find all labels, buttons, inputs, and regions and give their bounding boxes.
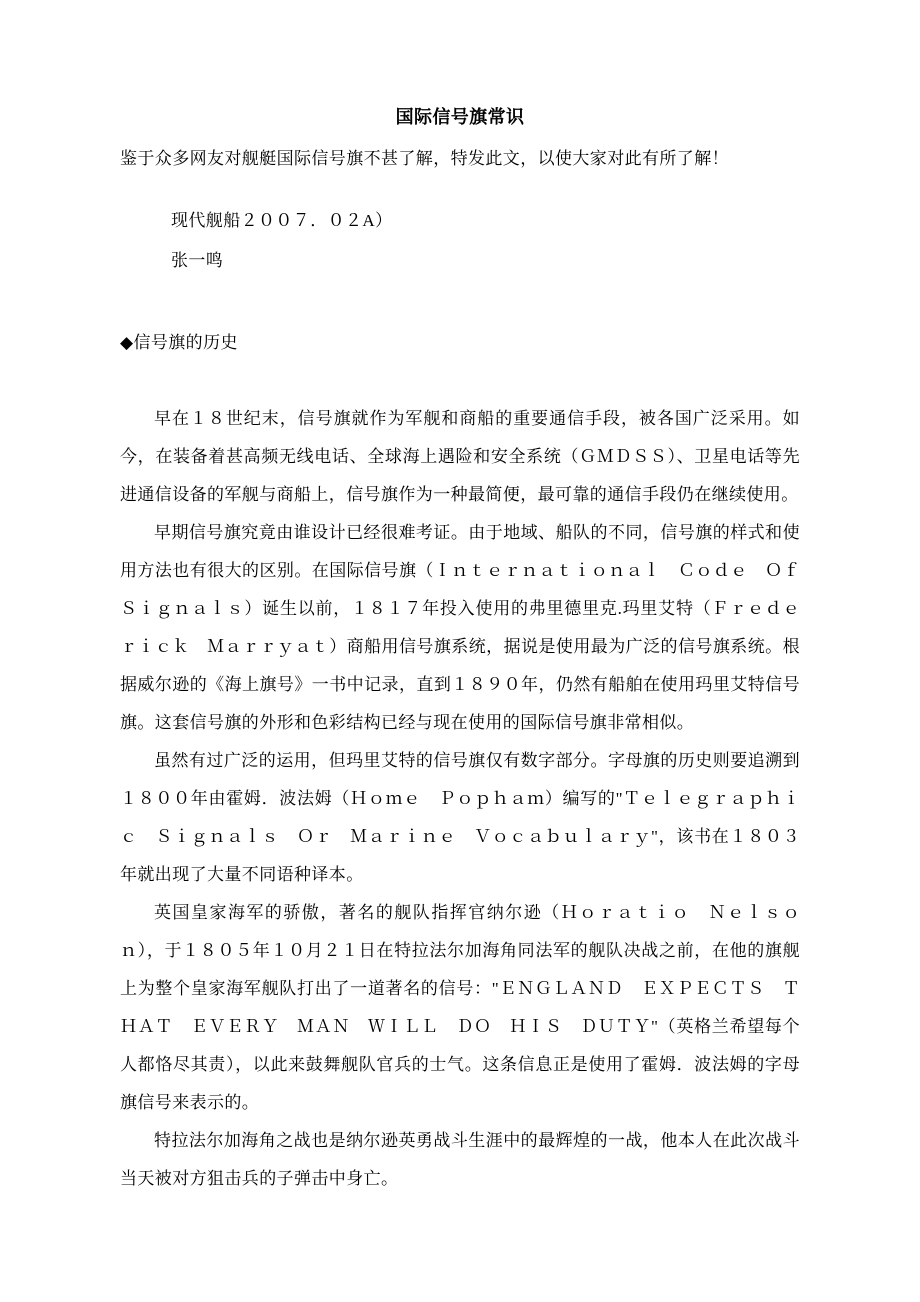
paragraph-3: 虽然有过广泛的运用，但玛里艾特的信号旗仅有数字部分。字母旗的历史则要追溯到１８００年由霍姆．波法姆（Ｈｏｍｅ Ｐｏｐｈａｍ）编写的"Ｔｅｌｅｇｒａｐｈｉｃ Ｓｉｇｎａｌｓ Ｏｒ Ｍａｒｉｎｅ Ｖｏｃａｂｕｌａｒｙ"，该书在１８０３年就出现了大量不同语种译本。 — [120, 751, 800, 884]
article-body — [120, 400, 818, 1198]
paragraph-5: 特拉法尔加海角之战也是纳尔逊英勇战斗生涯中的最辉煌的一战，他本人在此次战斗当天被对方狙击兵的子弹击中身亡。 — [120, 1131, 800, 1188]
paragraph-1: 早在１８世纪末，信号旗就作为军舰和商船的重要通信手段，被各国广泛采用。如今，在装备着甚高频无线电话、全球海上遇险和安全系统（ＧＭＤＳＳ）、卫星电话等先进通信设备的军舰与商船上，信号旗作为一种最简便，最可靠的通信手段仍在继续使用。 — [120, 409, 800, 504]
intro-paragraph: 鉴于众多网友对舰艇国际信号旗不甚了解，特发此文，以使大家对此有所了解！ — [120, 149, 729, 168]
section-heading-history: ◆信号旗的历史 — [120, 333, 238, 352]
paragraph-2: 早期信号旗究竟由谁设计已经很难考证。由于地域、船队的不同，信号旗的样式和使用方法也有很大的区别。在国际信号旗（Ｉｎｔｅｒｎａｔｉｏｎａｌ Ｃｏｄｅ Ｏｆ Ｓｉｇｎａｌｓ）诞生以前，１８１７年投入使用的弗里德里克.玛里艾特（Ｆｒｅｄｅｒｉｃｋ Ｍａｒｒｙａｔ）商船用信号旗系统，据说是使用最为广泛的信号旗系统。根据威尔逊的《海上旗号》一书中记录，直到１８９０年，仍然有船舶在使用玛里艾特信号旗。这套信号旗的外形和色彩结构已经与现在使用的国际信号旗非常相似。 — [120, 523, 818, 732]
author-line: 张一鸣 — [171, 251, 224, 270]
paragraph-4: 英国皇家海军的骄傲，著名的舰队指挥官纳尔逊（Ｈｏｒａｔｉｏ Ｎｅｌｓｏｎ），于１８０５年１０月２１日在特拉法尔加海角同法军的舰队决战之前，在他的旗舰上为整个皇家海军舰队打出了一道著名的信号："ＥＮＧＬＡＮＤ ＥＸＰＥＣＴＳ ＴＨＡＴ ＥＶＥＲＹ ＭＡＮ ＷＩＬＬ ＤＯ ＨＩＳ ＤＵＴＹ"（英格兰希望每个人都恪尽其责），以此来鼓舞舰队官兵的士气。这条信息正是使用了霍姆．波法姆的字母旗信号来表示的。 — [120, 903, 800, 1112]
source-line: 现代舰船２００７．０２A） — [171, 211, 393, 230]
page-title: 国际信号旗常识 — [395, 107, 525, 127]
